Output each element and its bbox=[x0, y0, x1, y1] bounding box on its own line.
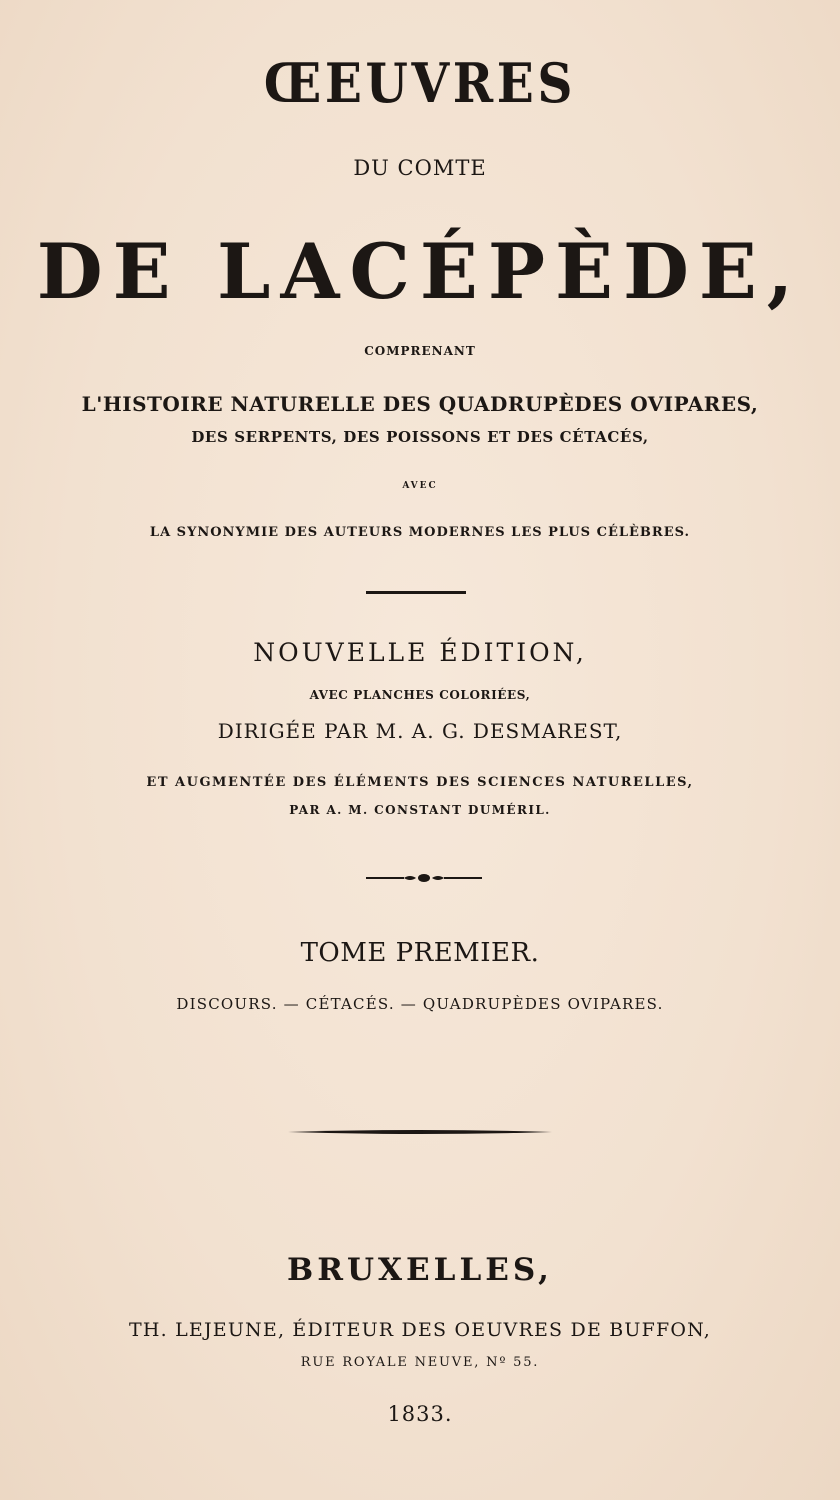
imprint-address: RUE ROYALE NEUVE, Nº 55. bbox=[300, 1355, 540, 1370]
imprint-publisher: TH. LEJEUNE, ÉDITEUR DES OEUVRES DE BUFFON, bbox=[128, 1319, 712, 1341]
imprint-year: 1833. bbox=[387, 1402, 453, 1426]
divider-rule bbox=[366, 591, 466, 594]
edition-plates: AVEC PLANCHES COLORIÉES, bbox=[309, 688, 531, 702]
work-title: ŒEUVRES bbox=[263, 51, 577, 115]
synonymie-line: LA SYNONYMIE DES AUTEURS MODERNES LES PLUS CÉLÈBRES. bbox=[149, 525, 691, 540]
ornament-divider bbox=[0, 868, 840, 888]
volume-title: TOME PREMIER. bbox=[300, 938, 540, 968]
edition-augmented: ET AUGMENTÉE DES ÉLÉMENTS DES SCIENCES NATURELLES, bbox=[146, 775, 694, 790]
edition-editor: DIRIGÉE PAR M. A. G. DESMAREST, bbox=[217, 719, 623, 743]
edition-heading: NOUVELLE ÉDITION, bbox=[253, 638, 587, 667]
author-name: DE LACÉPÈDE, bbox=[36, 227, 804, 316]
imprint-city: BRUXELLES, bbox=[287, 1252, 553, 1288]
comprenant-label: COMPRENANT bbox=[364, 344, 476, 358]
volume-contents: DISCOURS. — CÉTACÉS. — QUADRUPÈDES OVIPARES. bbox=[176, 995, 664, 1013]
author-prefix: DU COMTE bbox=[353, 156, 487, 180]
subject-line-2: DES SERPENTS, DES POISSONS ET DES CÉTACÉS, bbox=[191, 428, 649, 446]
tapered-rule bbox=[0, 1124, 840, 1140]
edition-contributor: PAR A. M. CONSTANT DUMÉRIL. bbox=[289, 803, 551, 817]
subject-line-1: L'HISTOIRE NATURELLE DES QUADRUPÈDES OVIPARES, bbox=[81, 392, 759, 416]
avec-label: AVEC bbox=[402, 481, 438, 491]
